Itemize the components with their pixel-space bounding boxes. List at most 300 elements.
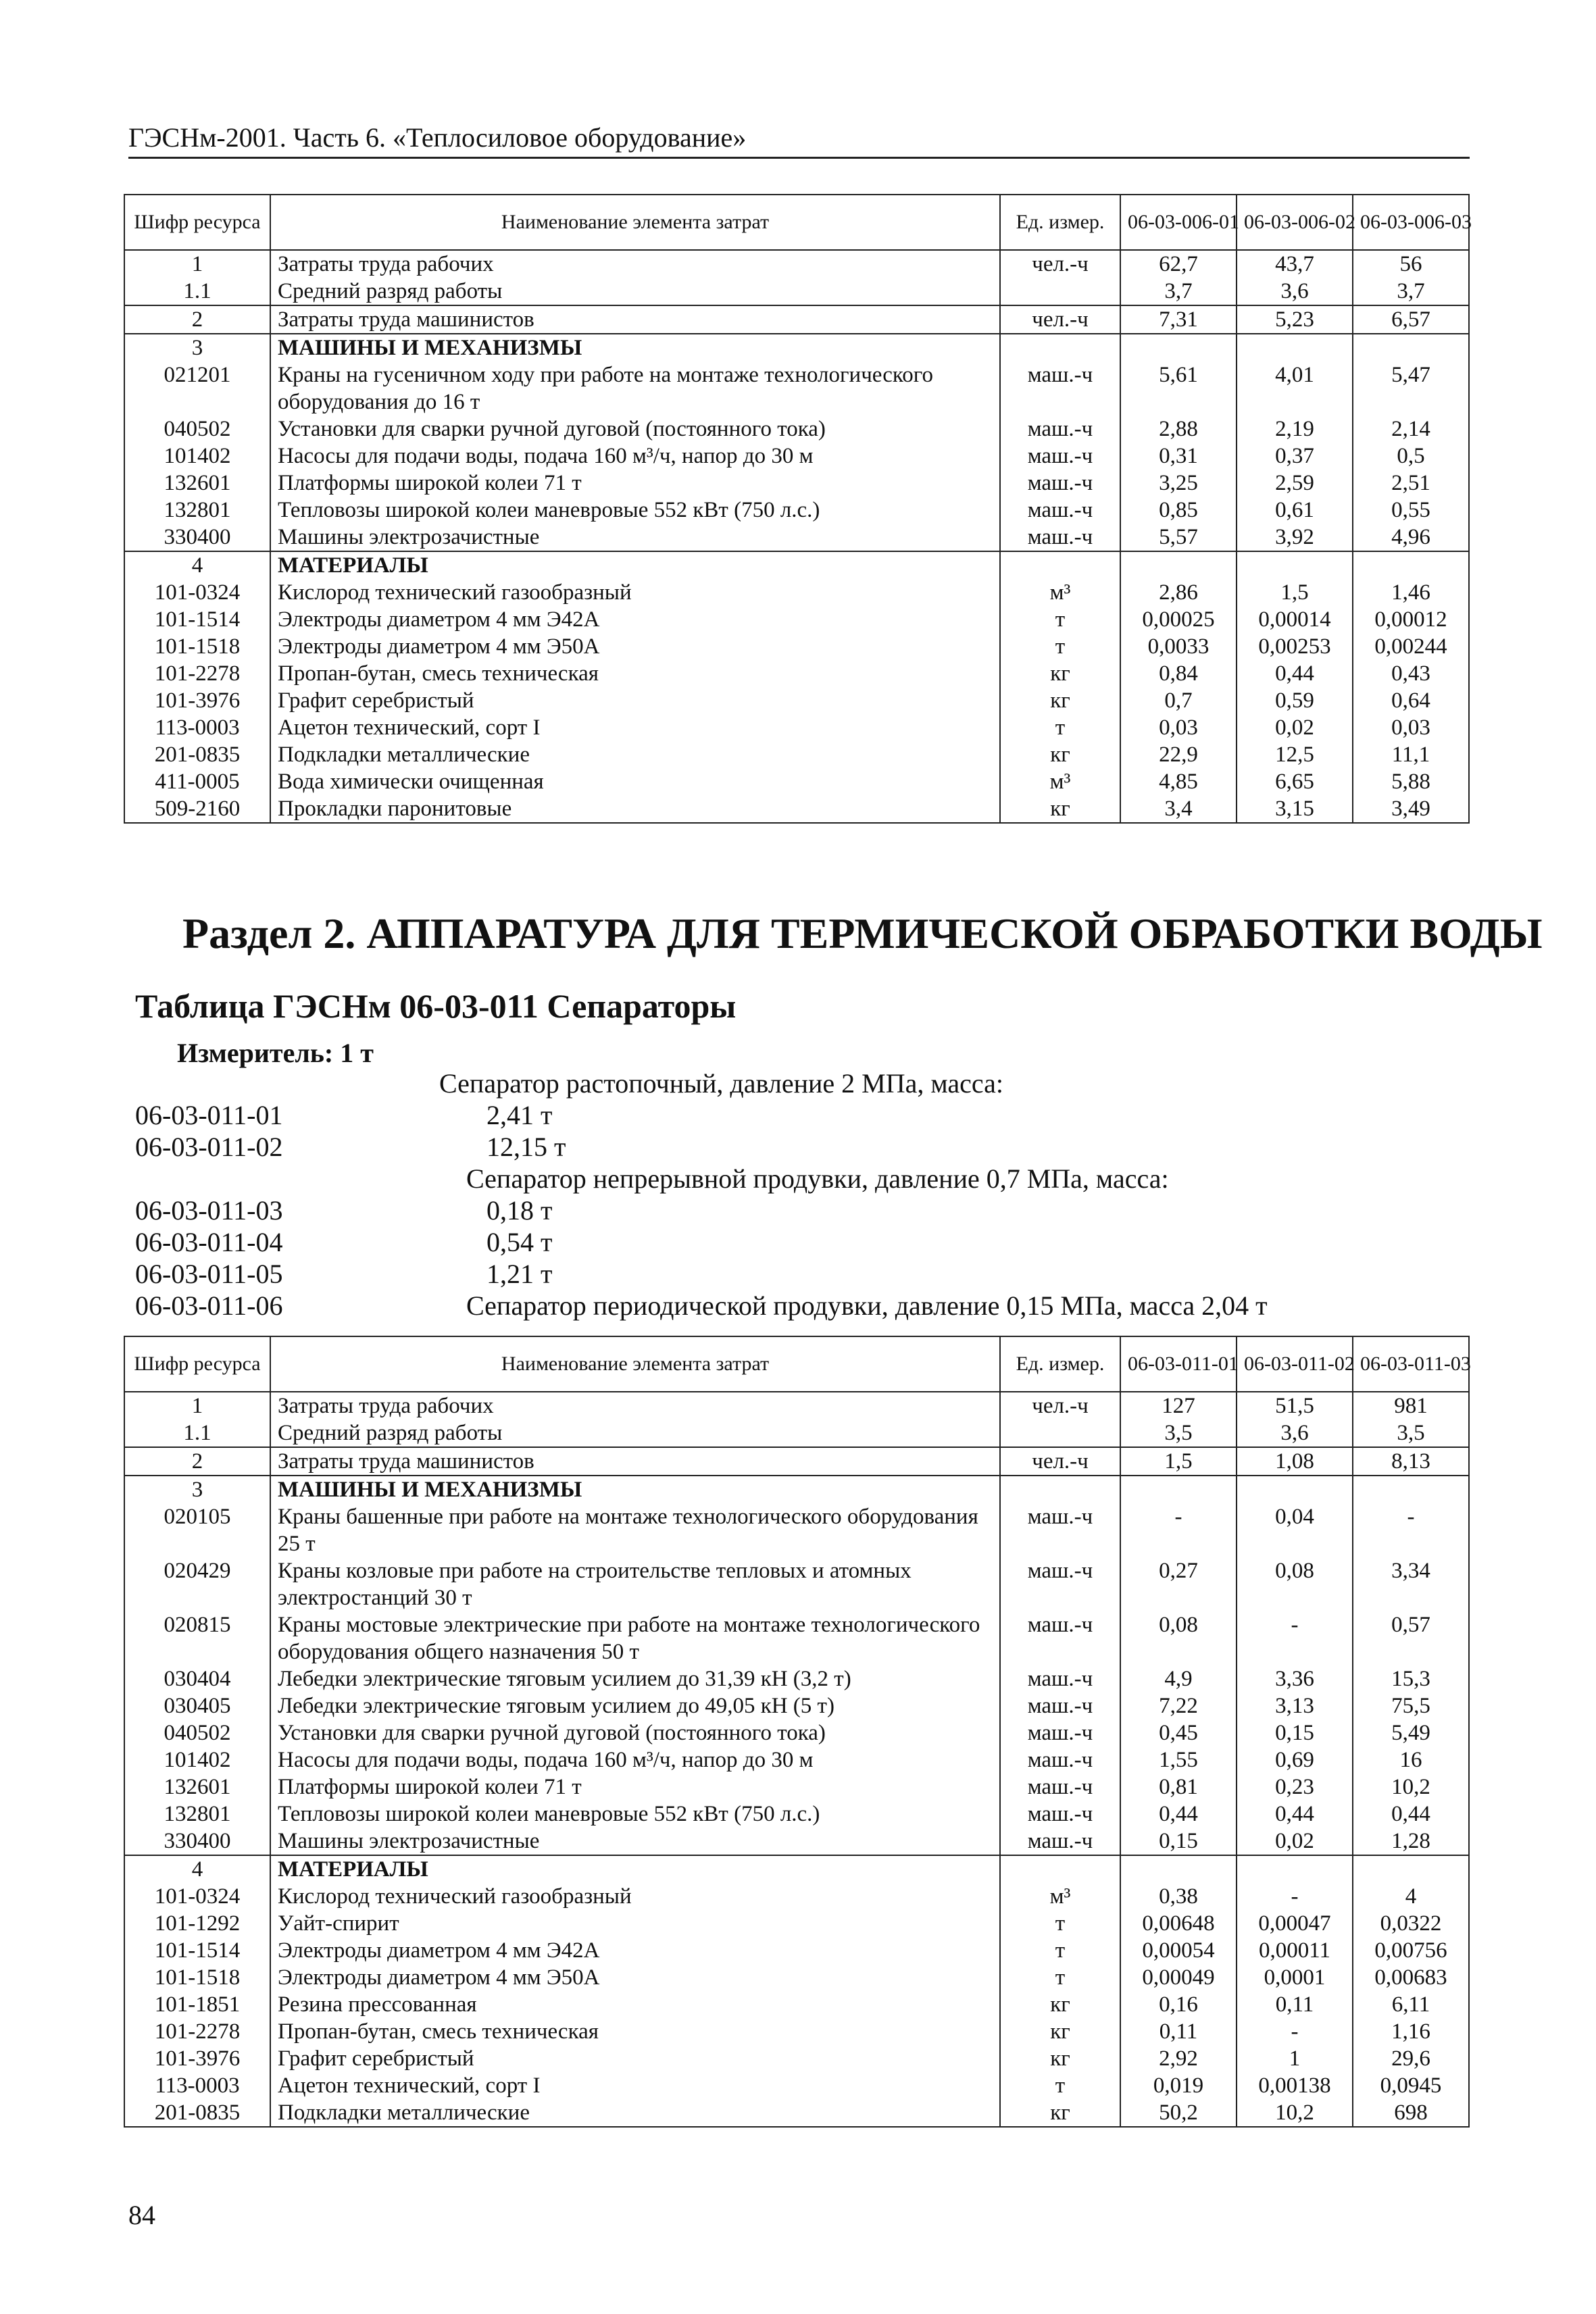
cell-value: 5,61 — [1120, 361, 1237, 416]
cell-name: Электроды диаметром 4 мм Э50А — [270, 633, 1000, 660]
cell-value: 0,23 — [1237, 1774, 1353, 1801]
table-row — [124, 687, 1469, 714]
cell-value: 3,92 — [1237, 524, 1353, 551]
table-row — [124, 2072, 1469, 2099]
cell-unit: маш.-ч — [1000, 1665, 1120, 1692]
table-row — [124, 470, 1469, 497]
cell-value — [1120, 1855, 1237, 1883]
cell-code: 330400 — [124, 1828, 270, 1855]
table-row — [124, 1447, 1469, 1476]
cell-name: Пропан-бутан, смесь техническая — [270, 2018, 1000, 2045]
cell-name: МАТЕРИАЛЫ — [270, 1855, 1000, 1883]
cell-unit: маш.-ч — [1000, 1774, 1120, 1801]
cell-code: 101-1518 — [124, 1964, 270, 1991]
cell-value: 698 — [1353, 2099, 1469, 2127]
cell-value — [1237, 1476, 1353, 1503]
cell-code: 1 — [124, 1392, 270, 1419]
cell-name: Насосы для подачи воды, подача 160 м³/ч, напор до 30 м — [270, 1746, 1000, 1774]
cell-value: 2,86 — [1120, 579, 1237, 606]
table-row — [124, 606, 1469, 633]
cell-value: 0,00253 — [1237, 633, 1353, 660]
cell-value: 0,03 — [1353, 714, 1469, 741]
description-line — [135, 1290, 1419, 1322]
cell-unit: маш.-ч — [1000, 1611, 1120, 1665]
cell-name: Установки для сварки ручной дуговой (постоянного тока) — [270, 416, 1000, 443]
cell-value: 0,5 — [1353, 443, 1469, 470]
cell-value: 62,7 — [1120, 250, 1237, 278]
cell-value: 5,47 — [1353, 361, 1469, 416]
resource-table-1 — [124, 194, 1470, 824]
table-row — [124, 1937, 1469, 1964]
cell-code: 113-0003 — [124, 2072, 270, 2099]
cell-code: 132601 — [124, 1774, 270, 1801]
cell-value: 0,44 — [1353, 1801, 1469, 1828]
cell-value: 0,0001 — [1237, 1964, 1353, 1991]
table-row — [124, 1883, 1469, 1910]
cell-value: 0,08 — [1120, 1611, 1237, 1665]
cell-value: 0,02 — [1237, 1828, 1353, 1855]
cell-name: Затраты труда рабочих — [270, 250, 1000, 278]
cell-code: 4 — [124, 1855, 270, 1883]
cell-code: 101-0324 — [124, 579, 270, 606]
cell-unit: кг — [1000, 660, 1120, 687]
description-text: 12,15 т — [487, 1132, 566, 1162]
cell-unit — [1000, 278, 1120, 305]
table-row — [124, 1476, 1469, 1503]
cell-name: Насосы для подачи воды, подача 160 м³/ч, напор до 30 м — [270, 443, 1000, 470]
cell-name: Вода химически очищенная — [270, 768, 1000, 795]
cell-unit: маш.-ч — [1000, 1719, 1120, 1746]
cell-value: 0,00138 — [1237, 2072, 1353, 2099]
cell-unit: т — [1000, 1910, 1120, 1937]
cell-code: 201-0835 — [124, 2099, 270, 2127]
cell-code: 132601 — [124, 470, 270, 497]
cell-value: 0,04 — [1237, 1503, 1353, 1557]
cell-value: 0,84 — [1120, 660, 1237, 687]
resource-table-2 — [124, 1336, 1470, 2128]
cell-value: 2,14 — [1353, 416, 1469, 443]
cell-value: 1,46 — [1353, 579, 1469, 606]
description-line — [135, 1131, 1419, 1163]
cell-value — [1120, 334, 1237, 361]
cell-name: Прокладки паронитовые — [270, 795, 1000, 823]
cell-value — [1353, 1855, 1469, 1883]
cell-unit: т — [1000, 1937, 1120, 1964]
cell-name: Ацетон технический, сорт I — [270, 2072, 1000, 2099]
cell-unit: маш.-ч — [1000, 1746, 1120, 1774]
table-header-row — [124, 1336, 1469, 1392]
table-row — [124, 1828, 1469, 1855]
cell-unit — [1000, 334, 1120, 361]
cell-unit: т — [1000, 2072, 1120, 2099]
cell-value — [1353, 334, 1469, 361]
description-line — [135, 1226, 1419, 1259]
cell-code: 101402 — [124, 443, 270, 470]
table-row — [124, 660, 1469, 687]
cell-value: 3,5 — [1353, 1419, 1469, 1447]
cell-unit: маш.-ч — [1000, 524, 1120, 551]
header-norm-code: 06-03-006-02 — [1237, 195, 1353, 250]
table-row — [124, 443, 1469, 470]
table-row — [124, 1665, 1469, 1692]
cell-code: 1.1 — [124, 1419, 270, 1447]
table-row — [124, 524, 1469, 551]
cell-value: 0,0033 — [1120, 633, 1237, 660]
cell-code: 101402 — [124, 1746, 270, 1774]
table-row — [124, 305, 1469, 334]
cell-name: Подкладки металлические — [270, 741, 1000, 768]
cell-code: 101-2278 — [124, 2018, 270, 2045]
cell-name: Лебедки электрические тяговым усилием до 49,05 кН (5 т) — [270, 1692, 1000, 1719]
cell-name: Платформы широкой колеи 71 т — [270, 1774, 1000, 1801]
cell-value: 8,13 — [1353, 1447, 1469, 1476]
header-norm-code: 06-03-011-02 — [1237, 1336, 1353, 1392]
cell-value: 22,9 — [1120, 741, 1237, 768]
cell-value: 29,6 — [1353, 2045, 1469, 2072]
cell-value: 1,55 — [1120, 1746, 1237, 1774]
cell-unit: маш.-ч — [1000, 1801, 1120, 1828]
cell-unit: кг — [1000, 741, 1120, 768]
page-number: 84 — [128, 2200, 155, 2230]
table-row — [124, 2018, 1469, 2045]
table-row — [124, 768, 1469, 795]
cell-value: 0,019 — [1120, 2072, 1237, 2099]
cell-value: 3,5 — [1120, 1419, 1237, 1447]
table-row — [124, 741, 1469, 768]
cell-name: МАТЕРИАЛЫ — [270, 551, 1000, 579]
cell-value — [1237, 551, 1353, 579]
cell-value: 0,0945 — [1353, 2072, 1469, 2099]
cell-value: 3,4 — [1120, 795, 1237, 823]
cell-value: 3,6 — [1237, 278, 1353, 305]
cell-name: Подкладки металлические — [270, 2099, 1000, 2127]
cell-value: 4 — [1353, 1883, 1469, 1910]
cell-code: 132801 — [124, 1801, 270, 1828]
cell-code: 020105 — [124, 1503, 270, 1557]
cell-value: 3,36 — [1237, 1665, 1353, 1692]
cell-value: 0,08 — [1237, 1557, 1353, 1611]
cell-name: Установки для сварки ручной дуговой (постоянного тока) — [270, 1719, 1000, 1746]
cell-value: 0,69 — [1237, 1746, 1353, 1774]
table-row — [124, 1557, 1469, 1611]
cell-unit: чел.-ч — [1000, 250, 1120, 278]
cell-value: 10,2 — [1353, 1774, 1469, 1801]
cell-name: Затраты труда машинистов — [270, 1447, 1000, 1476]
table-row — [124, 361, 1469, 416]
cell-unit: м³ — [1000, 579, 1120, 606]
cell-name: Средний разряд работы — [270, 278, 1000, 305]
cell-unit — [1000, 1476, 1120, 1503]
cell-name: Электроды диаметром 4 мм Э42А — [270, 606, 1000, 633]
table-row — [124, 1719, 1469, 1746]
table-row — [124, 250, 1469, 278]
cell-name: Платформы широкой колеи 71 т — [270, 470, 1000, 497]
cell-value: - — [1237, 2018, 1353, 2045]
cell-value: 51,5 — [1237, 1392, 1353, 1419]
cell-value: 1,08 — [1237, 1447, 1353, 1476]
cell-value — [1237, 1855, 1353, 1883]
cell-code: 101-1292 — [124, 1910, 270, 1937]
cell-value: 0,11 — [1120, 2018, 1237, 2045]
cell-unit: маш.-ч — [1000, 416, 1120, 443]
cell-value: 4,01 — [1237, 361, 1353, 416]
cell-value: 0,44 — [1120, 1801, 1237, 1828]
cell-name: Машины электрозачистные — [270, 524, 1000, 551]
cell-unit: т — [1000, 714, 1120, 741]
table-row — [124, 1910, 1469, 1937]
cell-name: МАШИНЫ И МЕХАНИЗМЫ — [270, 1476, 1000, 1503]
cell-code: 330400 — [124, 524, 270, 551]
cell-value: 10,2 — [1237, 2099, 1353, 2127]
table-row — [124, 1392, 1469, 1419]
table-row — [124, 1855, 1469, 1883]
cell-value: 1,28 — [1353, 1828, 1469, 1855]
cell-value: 11,1 — [1353, 741, 1469, 768]
cell-unit: маш.-ч — [1000, 497, 1120, 524]
description-line — [135, 1258, 1419, 1290]
cell-unit: чел.-ч — [1000, 1392, 1120, 1419]
cell-code: 020815 — [124, 1611, 270, 1665]
cell-value: - — [1353, 1503, 1469, 1557]
cell-value: 0,00054 — [1120, 1937, 1237, 1964]
cell-code: 201-0835 — [124, 741, 270, 768]
cell-code: 3 — [124, 1476, 270, 1503]
cell-value: 0,57 — [1353, 1611, 1469, 1665]
cell-code: 021201 — [124, 361, 270, 416]
cell-code: 101-1514 — [124, 606, 270, 633]
cell-value: 7,22 — [1120, 1692, 1237, 1719]
cell-value: 6,65 — [1237, 768, 1353, 795]
cell-value: - — [1237, 1883, 1353, 1910]
cell-code: 020429 — [124, 1557, 270, 1611]
cell-code: 030405 — [124, 1692, 270, 1719]
cell-value: 0,61 — [1237, 497, 1353, 524]
cell-code: 2 — [124, 1447, 270, 1476]
page-header: ГЭСНм-2001. Часть 6. «Теплосиловое оборудование» — [128, 122, 1470, 159]
table-row — [124, 1746, 1469, 1774]
cell-code: 509-2160 — [124, 795, 270, 823]
cell-value: 0,00012 — [1353, 606, 1469, 633]
description-code: 06-03-011-06 — [135, 1290, 283, 1321]
table-title: Таблица ГЭСНм 06-03-011 Сепараторы — [135, 987, 737, 1025]
cell-value: 15,3 — [1353, 1665, 1469, 1692]
cell-value: 0,0322 — [1353, 1910, 1469, 1937]
cell-value: 981 — [1353, 1392, 1469, 1419]
cell-value: 5,49 — [1353, 1719, 1469, 1746]
cell-value: 0,16 — [1120, 1991, 1237, 2018]
table-row — [124, 278, 1469, 305]
cell-name: Тепловозы широкой колеи маневровые 552 кВт (750 л.с.) — [270, 497, 1000, 524]
table-row — [124, 1964, 1469, 1991]
cell-value: 0,85 — [1120, 497, 1237, 524]
description-line — [135, 1163, 1419, 1195]
cell-name: Краны козловые при работе на строительстве тепловых и атомных электростанций 30 т — [270, 1557, 1000, 1611]
description-code: 06-03-011-04 — [135, 1227, 283, 1257]
cell-value: 5,57 — [1120, 524, 1237, 551]
cell-unit: чел.-ч — [1000, 305, 1120, 334]
cell-value: 0,38 — [1120, 1883, 1237, 1910]
cell-value: 3,34 — [1353, 1557, 1469, 1611]
cell-value: 0,64 — [1353, 687, 1469, 714]
cell-value: 1 — [1237, 2045, 1353, 2072]
cell-unit: маш.-ч — [1000, 470, 1120, 497]
cell-unit: т — [1000, 633, 1120, 660]
cell-name: Затраты труда рабочих — [270, 1392, 1000, 1419]
description-code: 06-03-011-01 — [135, 1100, 283, 1130]
header-unit: Ед. измер. — [1000, 1336, 1120, 1392]
cell-value: 0,27 — [1120, 1557, 1237, 1611]
table-row — [124, 2099, 1469, 2127]
description-code: 06-03-011-03 — [135, 1195, 283, 1226]
cell-value: 56 — [1353, 250, 1469, 278]
header-norm-code: 06-03-011-03 — [1353, 1336, 1469, 1392]
cell-code: 040502 — [124, 1719, 270, 1746]
table-row — [124, 334, 1469, 361]
description-text: 0,18 т — [487, 1195, 553, 1226]
cell-value: 5,23 — [1237, 305, 1353, 334]
table-row — [124, 2045, 1469, 2072]
cell-value: 0,11 — [1237, 1991, 1353, 2018]
cell-unit: маш.-ч — [1000, 361, 1120, 416]
cell-value: 0,44 — [1237, 1801, 1353, 1828]
cell-value — [1120, 1476, 1237, 1503]
cell-value: 2,92 — [1120, 2045, 1237, 2072]
cell-code: 1.1 — [124, 278, 270, 305]
cell-unit: маш.-ч — [1000, 443, 1120, 470]
cell-value: 16 — [1353, 1746, 1469, 1774]
cell-unit: кг — [1000, 795, 1120, 823]
cell-code: 411-0005 — [124, 768, 270, 795]
cell-value: 0,15 — [1237, 1719, 1353, 1746]
table-row — [124, 416, 1469, 443]
table-row — [124, 551, 1469, 579]
cell-value: 0,44 — [1237, 660, 1353, 687]
cell-value: 0,15 — [1120, 1828, 1237, 1855]
cell-name: Машины электрозачистные — [270, 1828, 1000, 1855]
cell-value: 6,11 — [1353, 1991, 1469, 2018]
cell-code: 101-0324 — [124, 1883, 270, 1910]
table-row — [124, 1419, 1469, 1447]
cell-value: 75,5 — [1353, 1692, 1469, 1719]
cell-unit: кг — [1000, 2018, 1120, 2045]
cell-value: - — [1237, 1611, 1353, 1665]
cell-value: 0,00047 — [1237, 1910, 1353, 1937]
cell-value: 0,81 — [1120, 1774, 1237, 1801]
cell-value: 3,15 — [1237, 795, 1353, 823]
cell-code: 101-3976 — [124, 2045, 270, 2072]
cell-value: 0,37 — [1237, 443, 1353, 470]
cell-value: 6,57 — [1353, 305, 1469, 334]
cell-code: 030404 — [124, 1665, 270, 1692]
header-unit: Ед. измер. — [1000, 195, 1120, 250]
cell-value: 3,25 — [1120, 470, 1237, 497]
header-norm-code: 06-03-006-01 — [1120, 195, 1237, 250]
description-line — [135, 1194, 1419, 1227]
table-row — [124, 1503, 1469, 1557]
cell-unit: м³ — [1000, 768, 1120, 795]
cell-value: 0,43 — [1353, 660, 1469, 687]
cell-value: 127 — [1120, 1392, 1237, 1419]
cell-value — [1237, 334, 1353, 361]
cell-unit — [1000, 1419, 1120, 1447]
cell-name: Затраты труда машинистов — [270, 305, 1000, 334]
cell-name: Графит серебристый — [270, 2045, 1000, 2072]
header-norm-code: 06-03-011-01 — [1120, 1336, 1237, 1392]
cell-unit: т — [1000, 606, 1120, 633]
cell-value: - — [1120, 1503, 1237, 1557]
cell-value: 2,19 — [1237, 416, 1353, 443]
cell-code: 3 — [124, 334, 270, 361]
cell-value — [1120, 551, 1237, 579]
table-row — [124, 1774, 1469, 1801]
cell-name: Пропан-бутан, смесь техническая — [270, 660, 1000, 687]
description-text: 0,54 т — [487, 1227, 553, 1257]
cell-name: Электроды диаметром 4 мм Э42А — [270, 1937, 1000, 1964]
cell-unit: кг — [1000, 2099, 1120, 2127]
cell-value: 3,49 — [1353, 795, 1469, 823]
cell-code: 2 — [124, 305, 270, 334]
cell-code: 4 — [124, 551, 270, 579]
header-norm-code: 06-03-006-03 — [1353, 195, 1469, 250]
cell-name: Средний разряд работы — [270, 1419, 1000, 1447]
cell-name: МАШИНЫ И МЕХАНИЗМЫ — [270, 334, 1000, 361]
cell-unit: чел.-ч — [1000, 1447, 1120, 1476]
cell-value: 0,00244 — [1353, 633, 1469, 660]
cell-unit — [1000, 1855, 1120, 1883]
cell-unit: маш.-ч — [1000, 1828, 1120, 1855]
cell-name: Ацетон технический, сорт I — [270, 714, 1000, 741]
cell-unit: т — [1000, 1964, 1120, 1991]
description-text: Сепаратор периодической продувки, давление 0,15 МПа, масса 2,04 т — [466, 1290, 1268, 1321]
cell-name: Краны мостовые электрические при работе на монтаже технологического оборудования общего назначения 50 т — [270, 1611, 1000, 1665]
cell-value: 2,51 — [1353, 470, 1469, 497]
table-row — [124, 497, 1469, 524]
table-row — [124, 714, 1469, 741]
cell-code: 113-0003 — [124, 714, 270, 741]
cell-value: 2,59 — [1237, 470, 1353, 497]
cell-value: 1,16 — [1353, 2018, 1469, 2045]
cell-value: 0,00011 — [1237, 1937, 1353, 1964]
cell-value: 0,55 — [1353, 497, 1469, 524]
cell-value: 1,5 — [1120, 1447, 1237, 1476]
cell-value: 3,6 — [1237, 1419, 1353, 1447]
cell-name: Краны на гусеничном ходу при работе на монтаже технологического оборудования до 16 т — [270, 361, 1000, 416]
table-row — [124, 1692, 1469, 1719]
cell-code: 040502 — [124, 416, 270, 443]
cell-code: 101-1514 — [124, 1937, 270, 1964]
cell-value: 0,00049 — [1120, 1964, 1237, 1991]
cell-value: 0,7 — [1120, 687, 1237, 714]
table-row — [124, 1801, 1469, 1828]
cell-code: 101-3976 — [124, 687, 270, 714]
cell-unit — [1000, 551, 1120, 579]
header-code: Шифр ресурса — [124, 195, 270, 250]
description-text: Сепаратор непрерывной продувки, давление 0,7 МПа, масса: — [466, 1163, 1169, 1194]
table-row — [124, 795, 1469, 823]
header-name: Наименование элемента затрат — [270, 195, 1000, 250]
description-text: 1,21 т — [487, 1259, 553, 1289]
cell-value: 0,45 — [1120, 1719, 1237, 1746]
cell-unit: маш.-ч — [1000, 1692, 1120, 1719]
cell-unit: маш.-ч — [1000, 1503, 1120, 1557]
table-row — [124, 633, 1469, 660]
cell-code: 101-2278 — [124, 660, 270, 687]
cell-value: 0,00683 — [1353, 1964, 1469, 1991]
cell-name: Кислород технический газообразный — [270, 579, 1000, 606]
cell-value: 0,00025 — [1120, 606, 1237, 633]
cell-value — [1353, 551, 1469, 579]
cell-value: 0,00014 — [1237, 606, 1353, 633]
